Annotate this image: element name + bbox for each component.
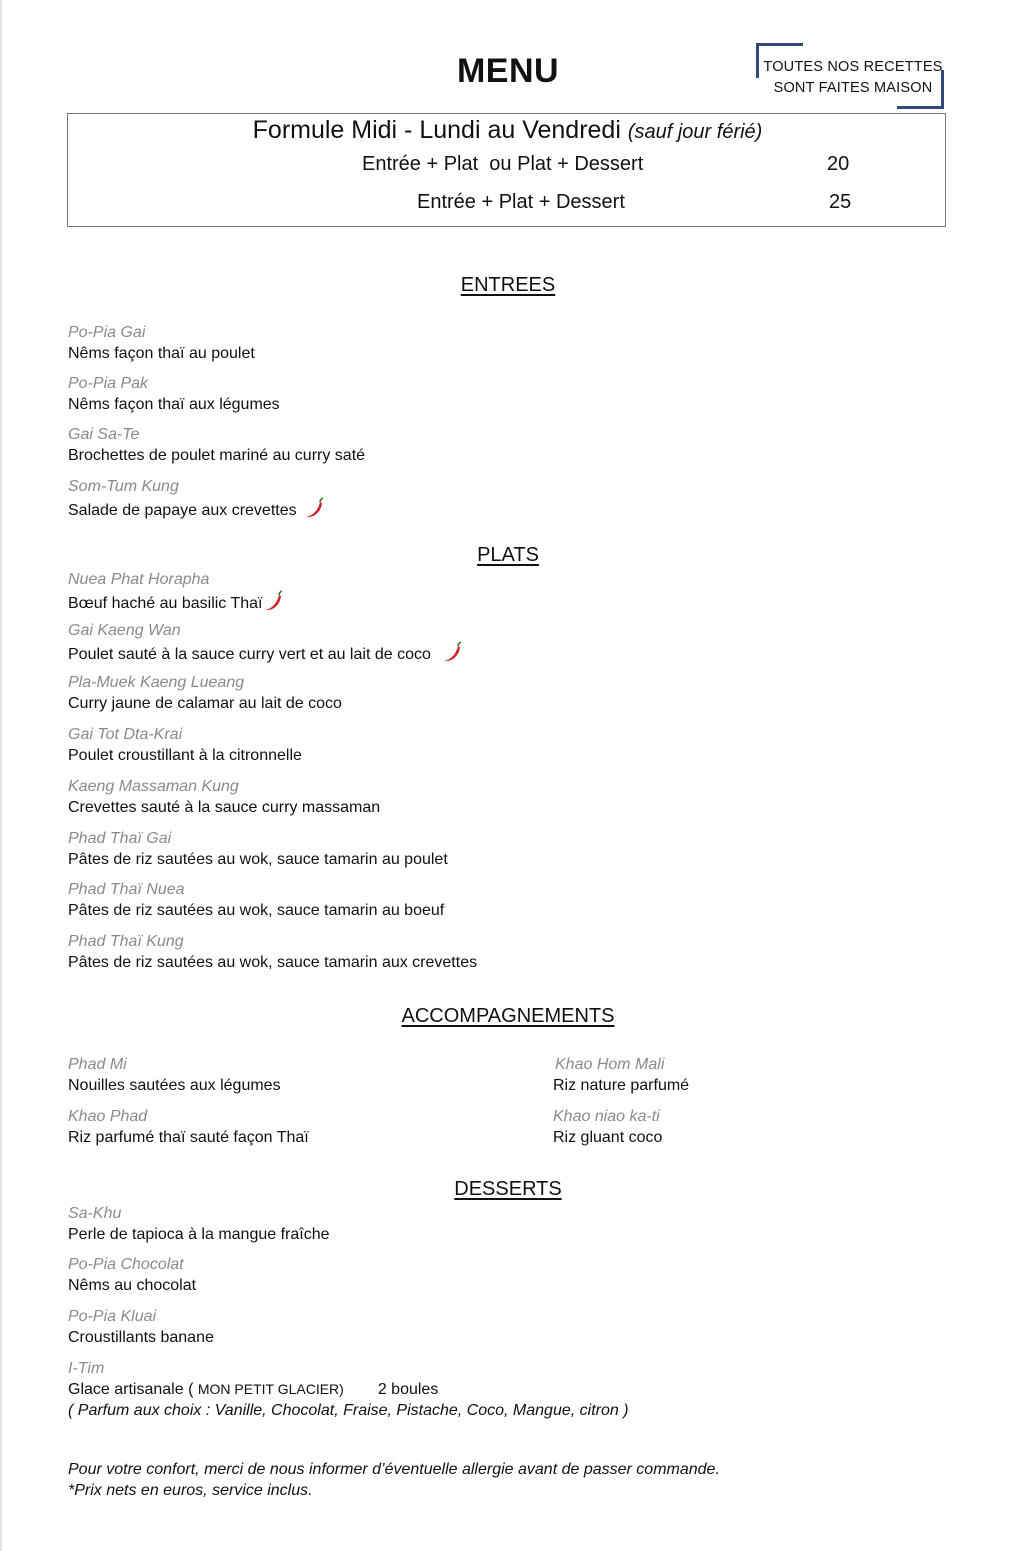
stamp-line-2: SONT FAITES MAISON	[773, 80, 933, 96]
menu-item	[68, 673, 342, 714]
dish-description: Riz gluant coco	[553, 1129, 663, 1146]
menu-item	[68, 829, 448, 870]
menu-item	[68, 777, 380, 818]
thai-name: Som-Tum Kung	[68, 478, 179, 495]
stamp-line-1: TOUTES NOS RECETTES	[763, 59, 943, 75]
itim-brand: MON PETIT GLACIER)	[197, 1381, 344, 1397]
section-heading-accompagnements: ACCOMPAGNEMENTS	[401, 1005, 615, 1027]
dish-description: Brochettes de poulet mariné au curry saté	[68, 447, 366, 464]
menu-item	[553, 1107, 662, 1148]
section-heading-entrees: ENTREES	[460, 274, 556, 296]
menu-item	[68, 725, 302, 766]
thai-name: Phad Thaï Nuea	[68, 881, 185, 898]
dish-description: Nêms au chocolat	[68, 1277, 197, 1294]
menu-item-itim	[68, 1359, 629, 1421]
dish-description: Crevettes sauté à la sauce curry massaman	[68, 799, 381, 816]
menu-item	[68, 374, 280, 415]
itim-quantity: 2 boules	[377, 1381, 439, 1398]
dish-description-text: Salade de papaye aux crevettes	[68, 502, 297, 520]
dish-description: Riz parfumé thaï sauté façon Thaï	[68, 1129, 309, 1146]
chili-pepper-icon	[303, 497, 325, 525]
menu-title: MENU	[456, 52, 560, 90]
dish-description-text: Bœuf haché au basilic Thaï	[68, 595, 263, 613]
formule-row-2-price: 25	[829, 191, 852, 213]
footer-note	[68, 1459, 720, 1501]
formule-title	[68, 116, 947, 145]
menu-item	[68, 1255, 196, 1296]
thai-name: Sa-Khu	[68, 1205, 122, 1222]
thai-name: Khao niao ka-ti	[553, 1108, 660, 1125]
dish-description	[68, 641, 463, 669]
thai-name: Po-Pia Pak	[68, 375, 149, 392]
dish-description: Pâtes de riz sautées au wok, sauce tamarin au poulet	[68, 851, 448, 868]
formule-note: (sauf jour férié)	[627, 121, 763, 143]
menu-item	[68, 1204, 330, 1245]
chili-pepper-icon	[441, 641, 463, 669]
menu-item	[68, 425, 365, 466]
thai-name: Khao Phad	[68, 1108, 148, 1125]
formule-midi-box	[67, 113, 946, 227]
formule-title-text: Formule Midi - Lundi au Vendredi	[252, 116, 621, 144]
dish-description: Pâtes de riz sautées au wok, sauce tamarin aux crevettes	[68, 954, 478, 971]
menu-item	[68, 932, 477, 973]
dish-description: Croustillants banane	[68, 1329, 214, 1346]
formule-row-2-label: Entrée + Plat + Dessert	[417, 191, 625, 213]
thai-name: Po-Pia Chocolat	[68, 1256, 184, 1273]
formule-row-1-price: 20	[827, 153, 850, 175]
allergy-notice: Pour votre confort, merci de nous informer d’éventuelle allergie avant de passer commande.	[68, 1461, 720, 1478]
dish-description	[68, 497, 325, 525]
section-heading-plats: PLATS	[477, 544, 539, 566]
menu-item	[68, 477, 325, 525]
dish-description: Nêms façon thaï au poulet	[68, 345, 255, 362]
thai-name: Nuea Phat Horapha	[68, 571, 210, 588]
thai-name: Po-Pia Gai	[68, 324, 146, 341]
price-notice: *Prix nets en euros, service inclus.	[68, 1482, 313, 1499]
dish-description-text: Poulet sauté à la sauce curry vert et au lait de coco	[68, 646, 431, 664]
section-heading-desserts: DESSERTS	[454, 1178, 562, 1200]
menu-item	[68, 1055, 281, 1096]
menu-item	[68, 570, 284, 618]
thai-name: Po-Pia Kluai	[68, 1308, 157, 1325]
thai-name: Khao Hom Mali	[555, 1056, 665, 1073]
dish-description: Nouilles sautées aux légumes	[68, 1077, 281, 1094]
itim-description: Glace artisanale (	[68, 1381, 194, 1398]
formule-row-1-label: Entrée + Plat ou Plat + Dessert	[362, 153, 644, 175]
thai-name: I-Tim	[68, 1360, 105, 1377]
dish-description: Riz nature parfumé	[553, 1077, 690, 1094]
menu-item	[68, 1307, 214, 1348]
page-edge	[0, 0, 2, 1551]
thai-name: Kaeng Massaman Kung	[68, 778, 239, 795]
menu-item	[68, 880, 444, 921]
dish-description: Pâtes de riz sautées au wok, sauce tamarin au boeuf	[68, 902, 445, 919]
menu-item	[68, 621, 463, 669]
itim-flavours: ( Parfum aux choix : Vanille, Chocolat, Fraise, Pistache, Coco, Mangue, citron )	[68, 1402, 629, 1419]
menu-item	[553, 1055, 689, 1096]
homemade-stamp	[756, 43, 944, 109]
dish-description: Curry jaune de calamar au lait de coco	[68, 695, 342, 712]
thai-name: Pla-Muek Kaeng Lueang	[68, 674, 245, 691]
dish-description: Nêms façon thaï aux légumes	[68, 396, 280, 413]
dish-description: Poulet croustillant à la citronnelle	[68, 747, 302, 764]
thai-name: Gai Kaeng Wan	[68, 622, 181, 639]
stamp-text	[762, 57, 944, 99]
thai-name: Phad Thaï Kung	[68, 933, 184, 950]
menu-item	[68, 1107, 309, 1148]
dish-description	[68, 590, 284, 618]
thai-name: Gai Tot Dta-Krai	[68, 726, 183, 743]
thai-name: Phad Mi	[68, 1056, 127, 1073]
thai-name: Phad Thaï Gai	[68, 830, 172, 847]
menu-item	[68, 323, 255, 364]
thai-name: Gai Sa-Te	[68, 426, 140, 443]
chili-pepper-icon	[262, 590, 284, 618]
dish-description: Perle de tapioca à la mangue fraîche	[68, 1226, 330, 1243]
dish-description	[68, 1379, 629, 1400]
